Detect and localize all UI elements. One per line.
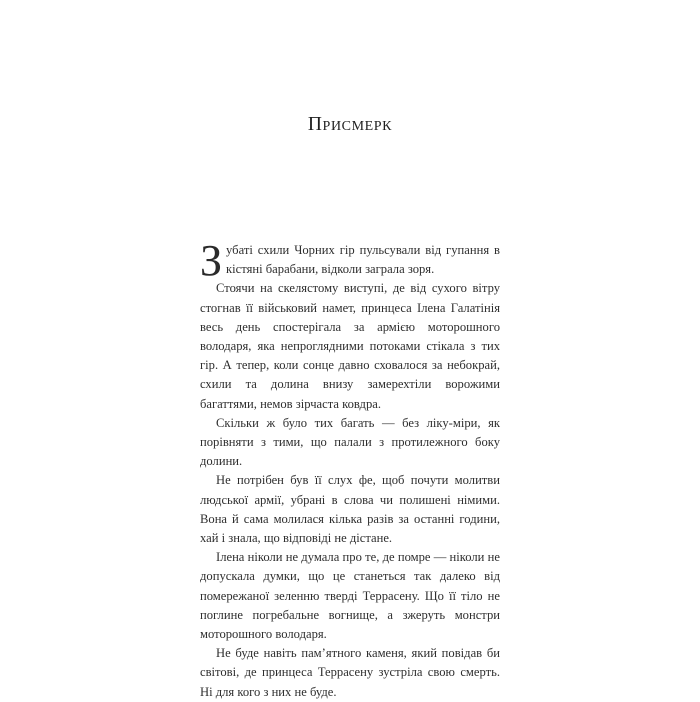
drop-cap: З xyxy=(200,236,223,285)
paragraph-4: Не потрібен був її слух фе, щоб почути молитви людської армії, убрані в слова чи полишені німими. Вона й сама молилася кілька разів за останні години, хай і знала, що відповіді не дістане. xyxy=(200,473,500,546)
paragraph-1 xyxy=(200,236,500,285)
paragraph-2: Стоячи на скелястому виступі, де від сухого вітру стогнав її військовий намет, принцеса Ілена Галатінія весь день спостерігала за армією моторошного володаря, яка непроглядними потоками стікала з тих гір. А тепер, коли сонце давно сховалося за небокрай, схили та долина внизу замерехтіли ворожими багаттями, немов зірчаста ковдра. xyxy=(200,281,500,411)
chapter-body xyxy=(200,236,500,702)
paragraph-6: Не буде навіть пам’ятного каменя, який повідав би світові, де принцеса Террасену зустріла свою смерть. Ні для кого з них не буде. xyxy=(200,646,500,699)
paragraph-1-text: убаті схили Чорних гір пульсували від гупання в кістяні барабани, відколи заграла зоря. xyxy=(226,243,500,277)
paragraph-3: Скільки ж було тих багать — без ліку-міри, як порівняти з тими, що палали з протилежного боку долини. xyxy=(200,415,500,469)
paragraph-5: Ілена ніколи не думала про те, де помре — ніколи не допускала думки, що це станеться так далеко від помережаної зеленню тверді Террасену. Що її тіло не поглине погребальне вогнище, а зжеруть монстри моторошного володаря. xyxy=(200,550,500,642)
chapter-title: Присмерк xyxy=(307,114,393,135)
